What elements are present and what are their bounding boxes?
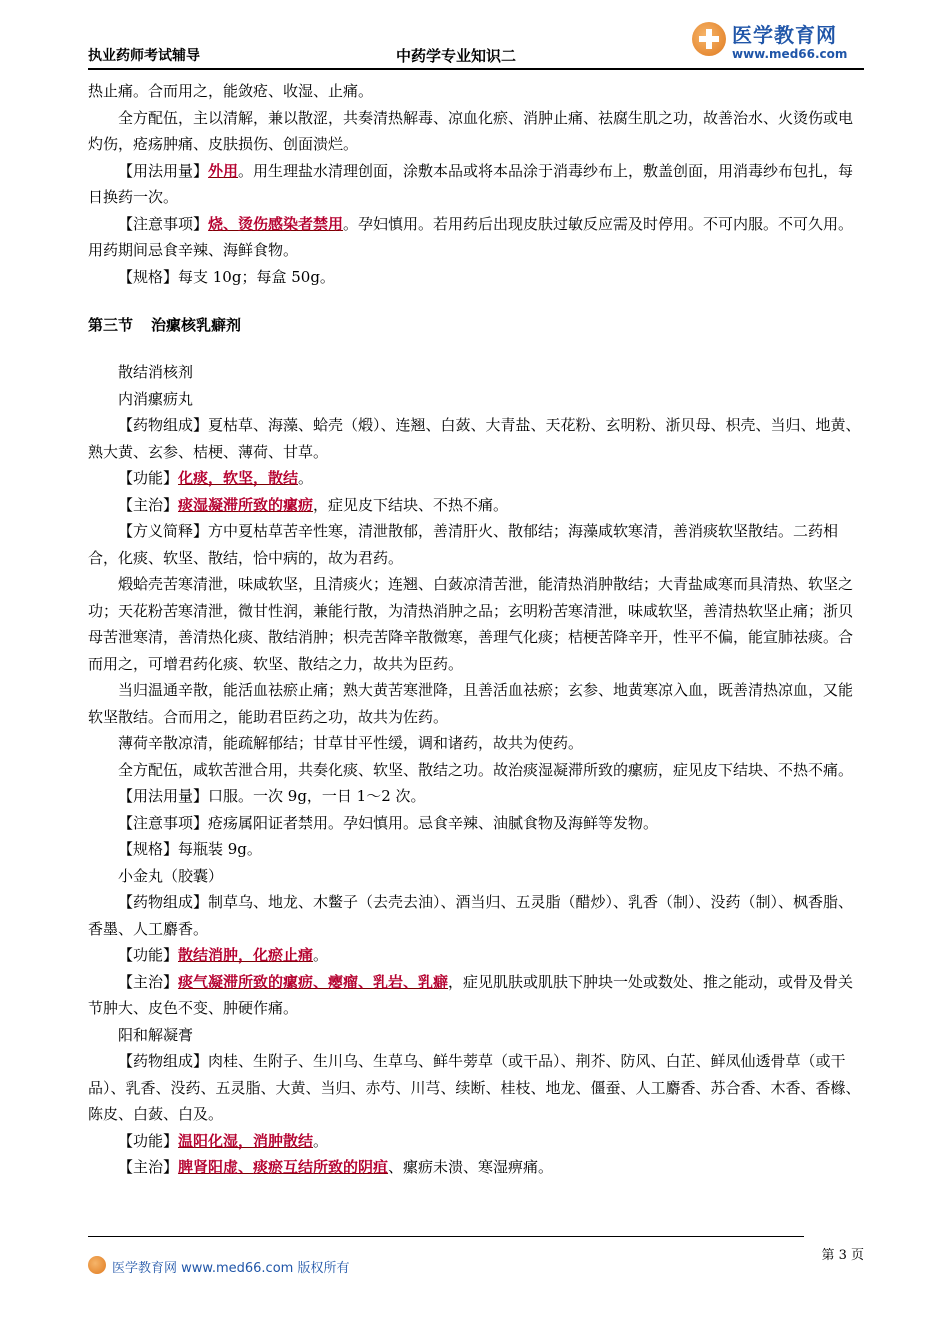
field-text: ，症见皮下结块、不热不痛。: [313, 495, 509, 514]
drug-name: 内消瘰疬丸: [118, 389, 194, 408]
header-course-title: 执业药师考试辅导: [88, 48, 200, 64]
indication-paragraph: [88, 969, 864, 1022]
footer-copyright[interactable]: 医学教育网 www.med66.com 版权所有: [112, 1261, 350, 1276]
formula-paragraph: 当归温通辛散，能活血祛瘀止痛；熟大黄苦寒泄降，且善活血祛瘀；玄参、地黄寒凉入血，既善清热凉血，又能软坚散结。合而用之，能助君臣药之功，故共为佐药。: [88, 681, 854, 726]
field-text: 。: [313, 1131, 329, 1150]
field-label: 【用法用量】: [118, 161, 209, 180]
field-text: 。: [298, 469, 314, 487]
indication-paragraph: [88, 492, 864, 519]
usage-paragraph: 【用法用量】口服。一次 9g，一日 1～2 次。: [118, 787, 426, 805]
paragraph: 热止痛。合而用之，能敛疮、收湿、止痛。: [88, 82, 374, 100]
function-paragraph: [88, 1128, 864, 1155]
highlighted-text: 痰气凝滞所致的瘰疬、瘿瘤、乳岩、乳癖: [178, 972, 449, 991]
document-body: [88, 78, 864, 1181]
field-label: 【注意事项】: [118, 214, 209, 233]
header-subject-title: 中药学专业知识二: [396, 47, 517, 65]
section-heading: [88, 314, 864, 335]
drug-name: 小金丸（胶囊）: [118, 866, 224, 885]
highlighted-text: 化痰，软坚，散结: [178, 469, 299, 487]
category-heading: 散结消核剂: [118, 363, 194, 381]
header-divider: [88, 68, 864, 70]
function-paragraph: [88, 942, 864, 969]
field-label: 【功能】: [118, 1131, 179, 1150]
usage-paragraph: [88, 158, 864, 211]
highlighted-text: 散结消肿，化瘀止痛: [178, 946, 314, 964]
spec-paragraph: 【规格】每支 10g；每盒 50g。: [118, 267, 335, 286]
field-text: 。用生理盐水清理创面，涂敷本品或将本品涂于消毒纱布上，敷盖创面，用消毒纱布包扎，每日换药一次。: [88, 161, 854, 206]
field-label: 【主治】: [118, 1158, 179, 1176]
field-text: ，症见肌肤或肌肤下肿块一处或数处、推之能动，或骨及骨关节肿大、皮色不变、肿硬作痛。: [88, 972, 854, 1017]
paragraph: 全方配伍，主以清解，兼以散涩，共奏清热解毒、凉血化瘀、消肿止痛、祛腐生肌之功，故善治水、火烫伤或电灼伤，疮疡肿痛、皮肤损伤、创面溃烂。: [88, 108, 854, 153]
logo-name: 医学教育网: [732, 23, 837, 47]
field-text: 、瘰疬未溃、寒湿痹痛。: [388, 1158, 554, 1176]
composition-paragraph: 【药物组成】肉桂、生附子、生川乌、生草乌、鲜牛蒡草（或干品）、荆芥、防风、白芷、鲜凤仙透骨草（或干品）、乳香、没药、五灵脂、大黄、当归、赤芍、川芎、续断、桂枝、地龙、僵蚕、人工麝香、苏合香、木香、香橼、陈皮、白蔹、白及。: [88, 1052, 861, 1123]
highlighted-text: 烧、烫伤感染者禁用: [208, 214, 344, 233]
composition-paragraph: 【药物组成】夏枯草、海藻、蛤壳（煅）、连翘、白蔹、大青盐、天花粉、玄明粉、浙贝母、枳壳、当归、地黄、熟大黄、玄参、桔梗、薄荷、甘草。: [88, 416, 861, 461]
section-title: 治瘰核乳癖剂: [151, 316, 242, 334]
field-label: 【功能】: [118, 946, 179, 964]
field-text: 。孕妇慎用。若用药后出现皮肤过敏反应需及时停用。不可内服。不可久用。用药期间忌食辛辣、海鲜食物。: [88, 214, 854, 259]
formula-paragraph: 煅蛤壳苦寒清泄，味咸软坚，且清痰火；连翘、白蔹凉清苦泄，能清热消肿散结；大青盐咸寒而具清热、软坚之功；天花粉苦寒清泄，微甘性润，兼能行散，为清热消肿之品；玄明粉苦寒清泄，味咸软坚，善清热软坚止痛；浙贝母苦泄寒清，善清热化痰、散结消肿；枳壳苦降辛散微寒，善理气化痰；桔梗苦降辛开，性平不偏，能宣肺祛痰。合而用之，可增君药化痰、软坚、散结之力，故共为臣药。: [88, 575, 854, 673]
highlighted-text: 外用: [208, 161, 239, 180]
field-label: 【功能】: [118, 469, 179, 487]
page-footer: [88, 1248, 864, 1276]
page-number: 第 3 页: [821, 1248, 864, 1263]
formula-paragraph: 全方配伍，咸软苦泄合用，共奏化痰、软坚、散结之功。故治痰湿凝滞所致的瘰疬，症见皮下结块、不热不痛。: [118, 760, 854, 779]
highlighted-text: 痰湿凝滞所致的瘰疬: [178, 495, 314, 514]
caution-paragraph: [88, 211, 864, 264]
highlighted-text: 温阳化湿，消肿散结: [178, 1131, 314, 1150]
footer-logo-icon: [88, 1256, 106, 1274]
indication-paragraph: [88, 1154, 864, 1181]
page-header: [88, 18, 864, 68]
drug-name: 阳和解凝膏: [118, 1025, 194, 1044]
field-text: 。: [313, 946, 329, 964]
site-logo[interactable]: [692, 18, 868, 64]
spec-paragraph: 【规格】每瓶装 9g。: [118, 840, 262, 858]
field-label: 【主治】: [118, 972, 179, 991]
formula-paragraph: 【方义简释】方中夏枯草苦辛性寒，清泄散郁，善清肝火、散郁结；海藻咸软寒清，善消痰软坚散结。二药相合，化痰、软坚、散结，恰中病的，故为君药。: [88, 522, 839, 567]
composition-paragraph: 【药物组成】制草乌、地龙、木鳖子（去壳去油）、酒当归、五灵脂（醋炒）、乳香（制）、没药（制）、枫香脂、香墨、人工麝香。: [88, 893, 854, 938]
section-number: 第三节: [88, 316, 134, 334]
function-paragraph: [88, 465, 864, 492]
logo-url[interactable]: www.med66.com: [732, 47, 848, 61]
field-label: 【主治】: [118, 495, 179, 514]
footer-divider: [88, 1236, 804, 1237]
medical-cross-icon: [692, 22, 726, 56]
caution-paragraph: 【注意事项】疮疡属阳证者禁用。孕妇慎用。忌食辛辣、油腻食物及海鲜等发物。: [118, 813, 659, 832]
formula-paragraph: 薄荷辛散凉清，能疏解郁结；甘草甘平性缓，调和诸药，故共为使药。: [118, 734, 584, 752]
highlighted-text: 脾肾阳虚、痰瘀互结所致的阴疽: [178, 1158, 389, 1176]
